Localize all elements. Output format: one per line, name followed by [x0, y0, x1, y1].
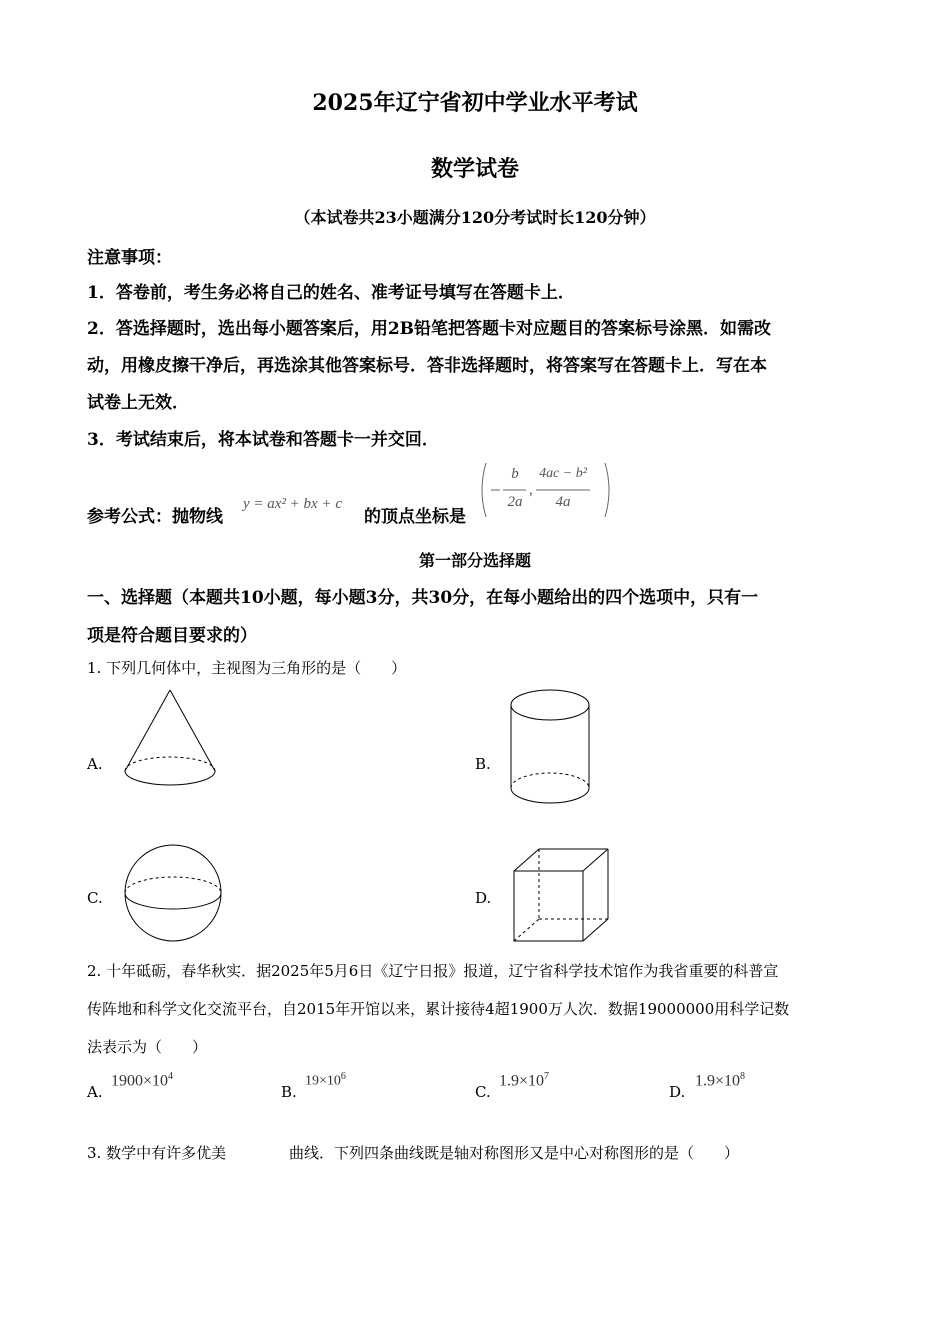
q1-option-d-label: D. — [475, 889, 492, 907]
q3-stem-part-2: 曲线．下列四条曲线既是轴对称图形又是中心对称图形的是（ ） — [289, 1144, 740, 1162]
q2-option-b-value: $19\times 10^6$ — [305, 1071, 346, 1089]
notice-item-2-line-2: 动，用橡皮擦干净后，再选涂其他答案标号．答非选择题时，将答案写在答题卡上．写在本 — [87, 356, 767, 376]
cylinder-figure — [510, 688, 592, 806]
vertex-y-numerator: 4ac − b² — [539, 466, 587, 481]
page-subtitle: 数学试卷 — [430, 156, 519, 182]
exam-note: （本试卷共23小题满分120分考试时长120分钟） — [294, 208, 656, 227]
q2-stem-line-3: 法表示为（ ） — [87, 1038, 208, 1056]
vertex-x-numerator: b — [511, 466, 519, 482]
q2-option-c-value: $1.9\times 10^7$ — [499, 1071, 550, 1090]
notice-item-3: 3．考试结束后，将本试卷和答题卡一并交回． — [87, 430, 439, 450]
page-title: 2025年辽宁省初中学业水平考试 — [312, 90, 638, 116]
q1-option-b-label: B. — [475, 755, 491, 773]
q2-option-c-label: C. — [475, 1083, 491, 1101]
notice-heading: 注意事项： — [87, 248, 172, 268]
q1-option-a-label: A. — [87, 755, 103, 773]
parabola-equation: y = ax² + bx + c — [243, 496, 342, 512]
formula-prefix: 参考公式：抛物线 — [87, 507, 223, 527]
q2-stem-line-1: 2. 十年砥砺，春华秋实．据2025年5月6日《辽宁日报》报道，辽宁省科学技术馆作为我省重要的科普宣 — [87, 962, 779, 980]
vertex-formula — [478, 460, 613, 520]
q1-option-c-label: C. — [87, 889, 103, 907]
sphere-figure — [122, 845, 224, 943]
notice-item-2-line-3: 试卷上无效． — [87, 393, 189, 413]
notice-item-2-line-1: 2．答选择题时，选出每小题答案后，用2B铅笔把答题卡对应题目的答案标号涂黑．如需改 — [87, 319, 772, 339]
section-heading-line-2: 项是符合题目要求的） — [87, 626, 257, 646]
q2-option-d-label: D. — [669, 1083, 686, 1101]
q3-stem-part-1: 3. 数学中有许多优美 — [87, 1144, 227, 1162]
formula-middle: 的顶点坐标是 — [364, 507, 466, 527]
cone-figure — [122, 688, 218, 788]
q2-option-a-label: A. — [87, 1083, 103, 1101]
q2-stem-line-2: 传阵地和科学文化交流平台，自2015年开馆以来，累计接待4超1900万人次．数据19000000用科学记数 — [87, 1000, 790, 1018]
q2-option-d-value: $1.9\times 10^8$ — [695, 1071, 746, 1090]
vertex-comma: , — [529, 482, 533, 498]
vertex-y-denominator: 4a — [555, 494, 571, 510]
part1-heading: 第一部分选择题 — [418, 551, 531, 570]
q2-option-b-label: B. — [281, 1083, 297, 1101]
notice-item-1: 1．答卷前，考生务必将自己的姓名、准考证号填写在答题卡上． — [87, 283, 575, 303]
section-heading-line-1: 一、选择题（本题共10小题，每小题3分，共30分，在每小题给出的四个选项中，只有一 — [87, 588, 759, 608]
cube-figure — [513, 848, 613, 944]
vertex-x-denominator: 2a — [507, 494, 523, 510]
q1-stem: 1. 下列几何体中，主视图为三角形的是（ ） — [87, 659, 407, 677]
q2-option-a-value: $1900\times 10^4$ — [111, 1071, 174, 1090]
